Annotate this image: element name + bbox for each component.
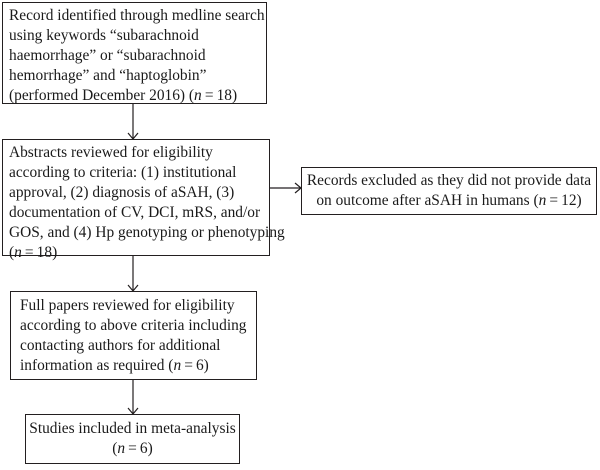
record-identified-line (9, 26, 266, 46)
text-segment: Full papers reviewed for eligibility (20, 297, 235, 314)
full-papers-reviewed-line (20, 296, 256, 316)
record-identified-box (2, 2, 267, 104)
abstracts-reviewed-line (9, 143, 269, 163)
abstracts-reviewed-line (9, 163, 269, 183)
text-segment: Record identified through medline search (9, 7, 265, 24)
variable-n: n (117, 440, 126, 457)
text-segment: information as required ( (20, 357, 174, 374)
full-papers-reviewed-line (20, 336, 256, 356)
variable-n: n (173, 357, 182, 374)
full-papers-reviewed-line (20, 316, 256, 336)
text-segment: contacting authors for additional (20, 337, 221, 354)
records-excluded-box (301, 167, 597, 215)
text-segment: = 12) (546, 192, 582, 209)
abstracts-reviewed-line (9, 243, 269, 263)
full-papers-reviewed-line (20, 356, 256, 376)
text-segment: = 6) (181, 357, 209, 374)
variable-n: n (538, 192, 547, 209)
studies-included-box (25, 414, 240, 464)
text-segment: hemorrhage” and “haptoglobin” (9, 67, 207, 84)
record-identified-line (9, 86, 266, 106)
text-segment: on outcome after aSAH in humans ( (316, 192, 539, 209)
record-identified-line (9, 66, 266, 86)
record-identified-line (9, 46, 266, 66)
studies-included-line (26, 419, 239, 439)
variable-n: n (194, 87, 202, 104)
abstracts-reviewed-box (2, 139, 285, 261)
text-segment: = 18) (201, 87, 238, 104)
text-segment: Records excluded as they did not provide data (306, 172, 592, 189)
variable-n: n (14, 244, 22, 261)
text-segment: approval, (2) diagnosis of aSAH, (3) (9, 184, 235, 201)
records-excluded-line (302, 171, 596, 191)
text-segment: Abstracts reviewed for eligibility (9, 144, 213, 161)
abstracts-reviewed-line (9, 223, 285, 243)
abstracts-reviewed-line (9, 183, 269, 203)
text-segment: documentation of CV, DCI, mRS, and/or (9, 204, 261, 221)
text-segment: haemorrhage” or “subarachnoid (9, 47, 206, 64)
studies-included-line (26, 439, 239, 459)
text-segment: = 6) (125, 440, 153, 457)
text-segment: (performed December 2016) ( (9, 87, 195, 104)
text-segment: according to criteria: (1) institutional (9, 164, 237, 181)
text-segment: using keywords “subarachnoid (9, 27, 199, 44)
text-segment: GOS, and (4) Hp genotyping or phenotyping (9, 224, 285, 241)
text-segment: ( (9, 244, 15, 261)
text-segment: Studies included in meta-analysis (29, 420, 236, 437)
text-segment: according to above criteria including (20, 317, 247, 334)
full-papers-reviewed-box (10, 291, 257, 380)
text-segment: ( (112, 440, 118, 457)
text-segment: = 18) (21, 244, 58, 261)
abstracts-reviewed-line (9, 203, 269, 223)
record-identified-line (9, 6, 266, 26)
records-excluded-line (302, 191, 596, 211)
